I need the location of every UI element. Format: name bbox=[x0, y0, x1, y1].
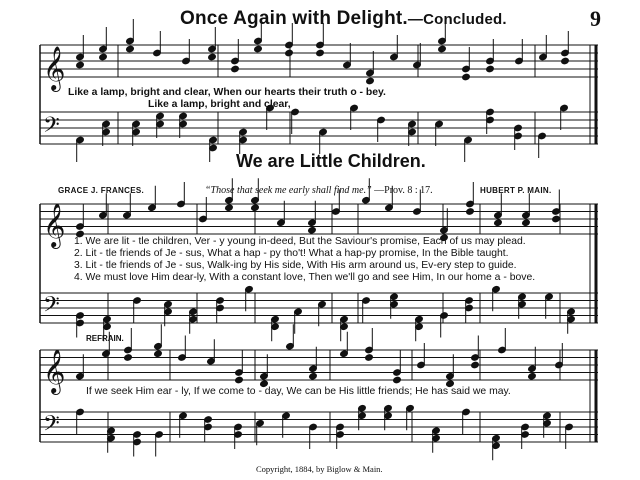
song-author: GRACE J. FRANCES. bbox=[58, 186, 144, 195]
notehead bbox=[316, 49, 325, 57]
copyright-notice: Copyright, 1884, by Biglow & Main. bbox=[256, 464, 383, 474]
notehead bbox=[528, 372, 537, 380]
header-title-main: Once Again with Delight. bbox=[180, 8, 408, 29]
bass-clef: 𝄢 bbox=[43, 113, 60, 143]
notehead bbox=[154, 350, 163, 358]
notehead bbox=[309, 372, 318, 380]
notehead bbox=[471, 361, 480, 369]
notehead bbox=[254, 45, 263, 53]
notehead bbox=[393, 376, 402, 384]
notehead bbox=[285, 49, 294, 57]
notehead bbox=[251, 204, 260, 212]
refrain-label: REFRAIN. bbox=[86, 334, 124, 343]
notehead bbox=[522, 219, 531, 227]
notehead bbox=[466, 208, 475, 216]
song-epigraph bbox=[205, 185, 433, 196]
notehead bbox=[308, 226, 317, 234]
notehead bbox=[225, 204, 234, 212]
notehead bbox=[438, 45, 447, 53]
notehead bbox=[76, 61, 85, 69]
first-piece-bass-lyric: Like a lamp, bright and clear, bbox=[148, 99, 291, 110]
notehead bbox=[486, 65, 495, 73]
header-title-tail: —Concluded. bbox=[407, 11, 507, 28]
verse-line-1: 1. We are lit - tle children, Ver - y young in-deed, But the Saviour's promise, Each of us may plead. bbox=[74, 236, 526, 247]
notehead bbox=[124, 354, 133, 362]
notehead bbox=[231, 65, 240, 73]
epigraph-text: “Those that seek me early shall find me.” bbox=[205, 185, 372, 196]
notehead bbox=[126, 45, 135, 53]
notehead bbox=[208, 53, 217, 61]
verse-line-3: 3. Lit - tle friends of Je - sus, Walk-ing by His side, With His arm around us, Ev-ery step to guide. bbox=[74, 260, 517, 271]
verse-line-2: 2. Lit - tle friends of Je - sus, What a hap - py tho't! What a hap-py promise, In the Bible taught. bbox=[74, 248, 509, 259]
notehead bbox=[552, 215, 561, 223]
song-composer: HUBERT P. MAIN. bbox=[480, 186, 552, 195]
first-piece-treble-lyric: Like a lamp, bright and clear, When our hearts their truth o - bey. bbox=[68, 87, 386, 98]
treble-clef: 𝄞 bbox=[43, 46, 66, 90]
notehead bbox=[366, 77, 375, 85]
notehead bbox=[494, 219, 503, 227]
treble-clef: 𝄞 bbox=[43, 349, 66, 393]
notehead bbox=[365, 354, 374, 362]
refrain-lyric: If we seek Him ear - ly, If we come to - day, We can be His little friends; He has said we may. bbox=[86, 386, 511, 397]
treble-clef: 𝄞 bbox=[43, 203, 66, 247]
notehead bbox=[561, 57, 570, 65]
notehead bbox=[99, 53, 108, 61]
epigraph-reference: —Prov. 8 : 17. bbox=[374, 185, 433, 196]
bass-clef: 𝄢 bbox=[43, 411, 60, 442]
bass-clef: 𝄢 bbox=[43, 292, 60, 323]
page-number: 9 bbox=[590, 6, 601, 31]
song-title: We are Little Children. bbox=[236, 151, 426, 171]
notehead bbox=[462, 73, 471, 81]
verse-line-4: 4. We must love Him dear-ly, With a constant love, Then we'll go and see Him, In our home a - bove. bbox=[74, 272, 536, 283]
notehead bbox=[235, 376, 244, 384]
clefs bbox=[43, 46, 65, 442]
